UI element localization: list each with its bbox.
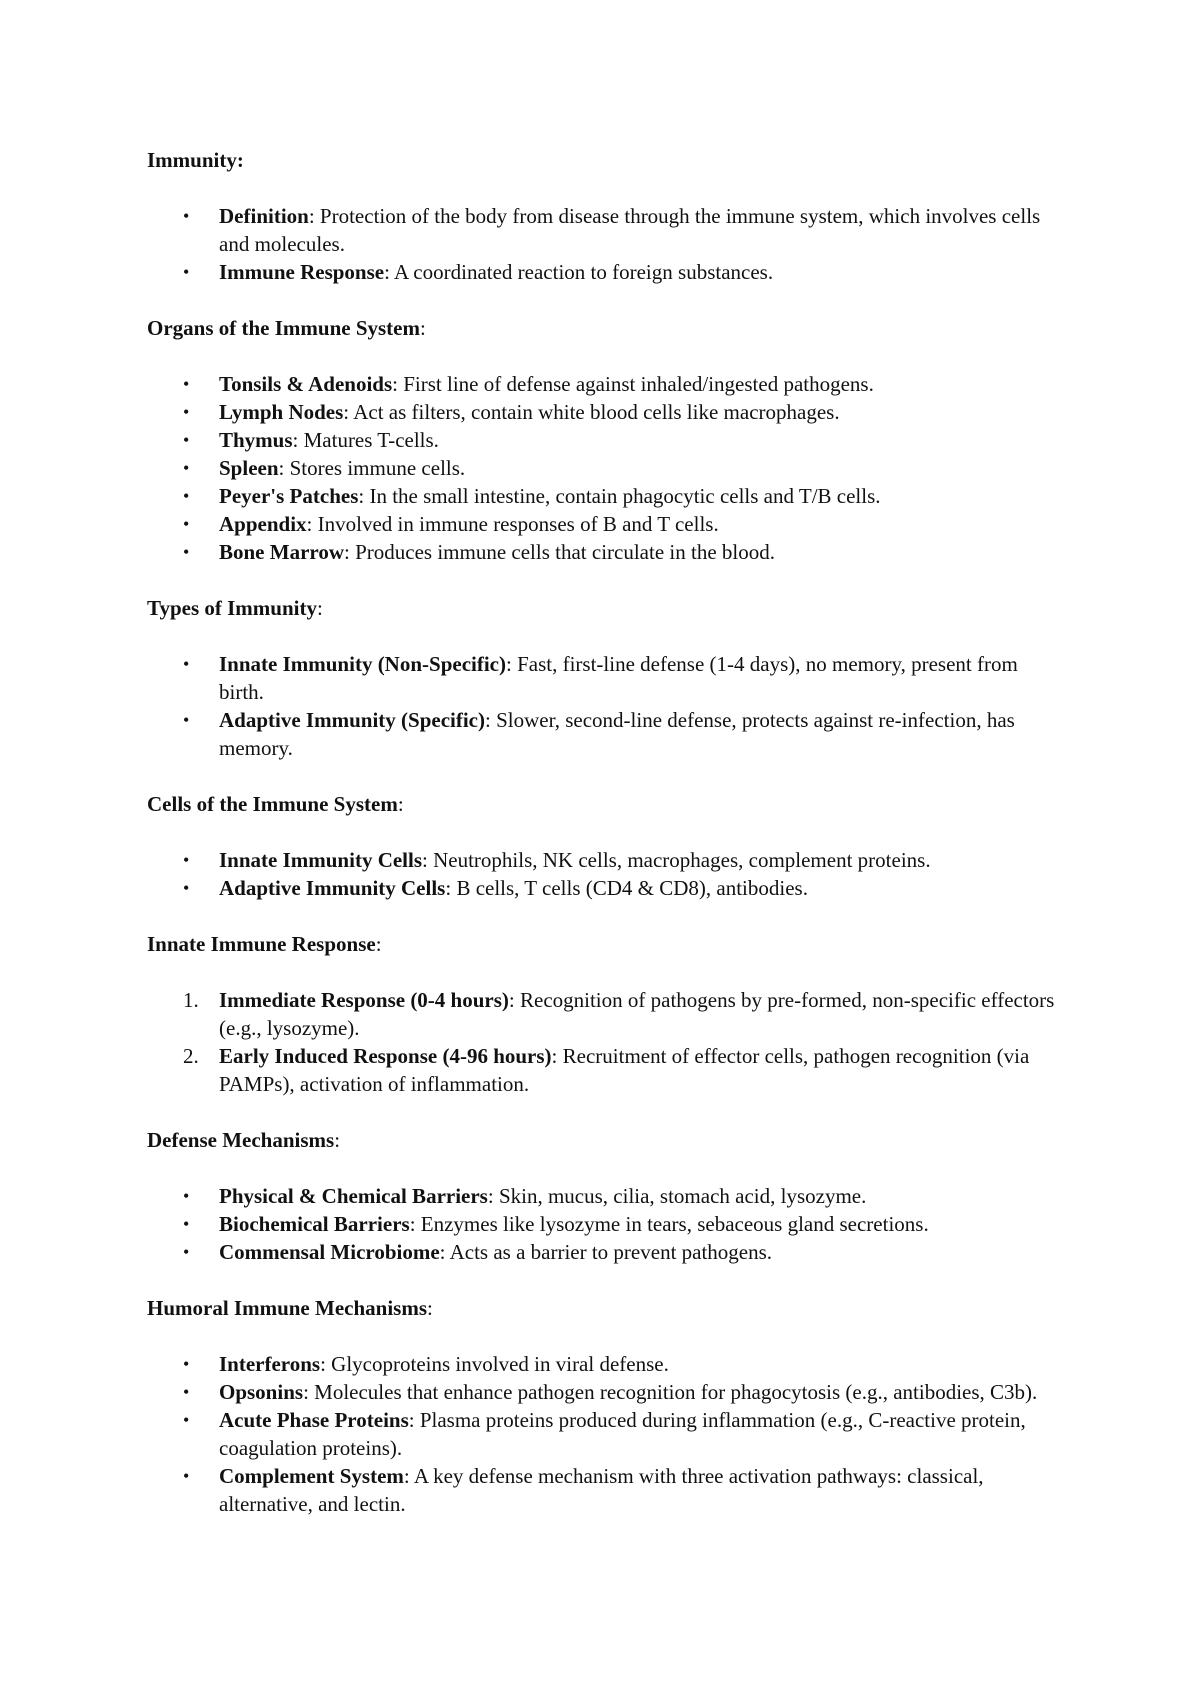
- list-item-term: Definition: [219, 204, 309, 228]
- list-item-term: Immune Response: [219, 260, 385, 284]
- bullet-icon: •: [183, 458, 190, 478]
- bullet-icon: •: [183, 430, 190, 450]
- list-item: [147, 202, 1067, 258]
- bullet-icon: •: [183, 486, 190, 506]
- list-item: [147, 1042, 1067, 1098]
- bullet-icon: •: [183, 402, 190, 422]
- list-item: [147, 1350, 1067, 1378]
- section: [147, 146, 1067, 286]
- list-item-term: Thymus: [219, 428, 293, 452]
- section-heading: [147, 314, 1067, 342]
- bullet-icon: •: [183, 1354, 190, 1374]
- list-item-term: Adaptive Immunity Cells: [219, 876, 446, 900]
- list-item-term: Appendix: [219, 512, 307, 536]
- section-heading-text: Cells of the Immune System: [147, 792, 398, 816]
- list-item-description: : Plasma proteins produced during inflammation (e.g., C-reactive protein, coagulation proteins).: [219, 1408, 1026, 1460]
- document-body: [147, 146, 1067, 1546]
- list-item-term: Physical & Chemical Barriers: [219, 1184, 488, 1208]
- list-item: [147, 846, 1067, 874]
- bullet-icon: •: [183, 1382, 190, 1402]
- list-item-description: : Fast, first-line defense (1-4 days), no memory, present from birth.: [219, 652, 1018, 704]
- list-item-description: : Molecules that enhance pathogen recognition for phagocytosis (e.g., antibodies, C3b).: [303, 1380, 1038, 1404]
- list-item-term: Biochemical Barriers: [219, 1212, 410, 1236]
- list-item-term: Innate Immunity (Non-Specific): [219, 652, 506, 676]
- section-heading-text: Defense Mechanisms: [147, 1128, 335, 1152]
- list-item-description: : Enzymes like lysozyme in tears, sebaceous gland secretions.: [409, 1212, 929, 1236]
- list-item-description: : A key defense mechanism with three activation pathways: classical, alternative, and lectin.: [219, 1464, 984, 1516]
- bullet-icon: •: [183, 374, 190, 394]
- bullet-icon: •: [183, 1242, 190, 1262]
- numbered-list: [147, 986, 1067, 1098]
- list-item: [147, 1238, 1067, 1266]
- list-item-description: : Recruitment of effector cells, pathogen recognition (via PAMPs), activation of inflammation.: [219, 1044, 1030, 1096]
- list-item-description: : Produces immune cells that circulate in the blood.: [344, 540, 775, 564]
- list-item-term: Bone Marrow: [219, 540, 345, 564]
- section: [147, 594, 1067, 762]
- list-number: 2.: [183, 1044, 199, 1068]
- list-item: [147, 650, 1067, 706]
- section: [147, 1126, 1067, 1266]
- bullet-icon: •: [183, 1186, 190, 1206]
- list-number: 1.: [183, 988, 199, 1012]
- list-item-description: : Glycoproteins involved in viral defense.: [320, 1352, 669, 1376]
- list-item-term: Early Induced Response (4-96 hours): [219, 1044, 552, 1068]
- list-item: [147, 398, 1067, 426]
- list-item-description: : Acts as a barrier to prevent pathogens.: [439, 1240, 773, 1264]
- list-item-term: Complement System: [219, 1464, 404, 1488]
- list-item-term: Tonsils & Adenoids: [219, 372, 393, 396]
- list-item-term: Innate Immunity Cells: [219, 848, 423, 872]
- bullet-icon: •: [183, 262, 190, 282]
- section-heading: [147, 930, 1067, 958]
- list-item: [147, 1182, 1067, 1210]
- list-item-description: : Skin, mucus, cilia, stomach acid, lysozyme.: [487, 1184, 867, 1208]
- section-heading: [147, 1294, 1067, 1322]
- list-item: [147, 258, 1067, 286]
- list-item-description: : Act as filters, contain white blood cells like macrophages.: [343, 400, 840, 424]
- section-heading-colon: :: [236, 148, 244, 172]
- section-heading-text: Organs of the Immune System: [147, 316, 420, 340]
- section: [147, 790, 1067, 902]
- list-item: [147, 1210, 1067, 1238]
- bullet-icon: •: [183, 850, 190, 870]
- bullet-icon: •: [183, 710, 190, 730]
- section-heading-colon: :: [375, 932, 382, 956]
- section-heading-colon: :: [427, 1296, 433, 1320]
- bullet-icon: •: [183, 542, 190, 562]
- section-heading: [147, 146, 1067, 174]
- list-item: [147, 426, 1067, 454]
- list-item: [147, 538, 1067, 566]
- section-heading-colon: :: [420, 316, 426, 340]
- bulleted-list: [147, 370, 1067, 566]
- section: [147, 1294, 1067, 1518]
- list-item-description: : B cells, T cells (CD4 & CD8), antibodies.: [445, 876, 808, 900]
- bullet-icon: •: [183, 1214, 190, 1234]
- list-item-term: Interferons: [219, 1352, 321, 1376]
- section-heading-colon: :: [334, 1128, 341, 1152]
- list-item-term: Immediate Response (0-4 hours): [219, 988, 509, 1012]
- bullet-icon: •: [183, 1410, 190, 1430]
- section-heading-colon: :: [316, 596, 323, 620]
- list-item-description: : Stores immune cells.: [278, 456, 466, 480]
- list-item: [147, 706, 1067, 762]
- bullet-icon: •: [183, 514, 190, 534]
- bulleted-list: [147, 650, 1067, 762]
- list-item: [147, 454, 1067, 482]
- list-item: [147, 482, 1067, 510]
- list-item-description: : Neutrophils, NK cells, macrophages, complement proteins.: [422, 848, 931, 872]
- section: [147, 930, 1067, 1098]
- list-item-term: Opsonins: [219, 1380, 304, 1404]
- list-item: [147, 370, 1067, 398]
- section-heading-text: Immunity: [147, 148, 237, 172]
- section: [147, 314, 1067, 566]
- bulleted-list: [147, 1182, 1067, 1266]
- list-item-term: Lymph Nodes: [219, 400, 344, 424]
- section-heading-text: Humoral Immune Mechanisms: [147, 1296, 427, 1320]
- list-item-term: Peyer's Patches: [219, 484, 359, 508]
- list-item: [147, 510, 1067, 538]
- section-heading: [147, 594, 1067, 622]
- section-heading: [147, 790, 1067, 818]
- list-item-description: : Protection of the body from disease through the immune system, which involves cells and molecules.: [219, 204, 1041, 256]
- list-item-description: : First line of defense against inhaled/ingested pathogens.: [392, 372, 874, 396]
- list-item-description: : Matures T-cells.: [292, 428, 439, 452]
- list-item: [147, 1462, 1067, 1518]
- list-item-term: Spleen: [219, 456, 279, 480]
- list-item-description: : Slower, second-line defense, protects against re-infection, has memory.: [219, 708, 1015, 760]
- list-item: [147, 986, 1067, 1042]
- list-item-term: Acute Phase Proteins: [219, 1408, 409, 1432]
- bullet-icon: •: [183, 1466, 190, 1486]
- bulleted-list: [147, 202, 1067, 286]
- section-heading-text: Innate Immune Response: [147, 932, 376, 956]
- bullet-icon: •: [183, 206, 190, 226]
- list-item-description: : A coordinated reaction to foreign substances.: [384, 260, 774, 284]
- section-heading: [147, 1126, 1067, 1154]
- list-item: [147, 1378, 1067, 1406]
- list-item-description: : Involved in immune responses of B and T cells.: [306, 512, 719, 536]
- bulleted-list: [147, 1350, 1067, 1518]
- list-item-term: Adaptive Immunity (Specific): [219, 708, 485, 732]
- list-item-description: : In the small intestine, contain phagocytic cells and T/B cells.: [358, 484, 881, 508]
- list-item-description: : Recognition of pathogens by pre-formed, non-specific effectors (e.g., lysozyme).: [219, 988, 1055, 1040]
- section-heading-colon: :: [397, 792, 404, 816]
- section-heading-text: Types of Immunity: [147, 596, 317, 620]
- bullet-icon: •: [183, 878, 190, 898]
- list-item-term: Commensal Microbiome: [219, 1240, 440, 1264]
- bullet-icon: •: [183, 654, 190, 674]
- bulleted-list: [147, 846, 1067, 902]
- list-item: [147, 1406, 1067, 1462]
- list-item: [147, 874, 1067, 902]
